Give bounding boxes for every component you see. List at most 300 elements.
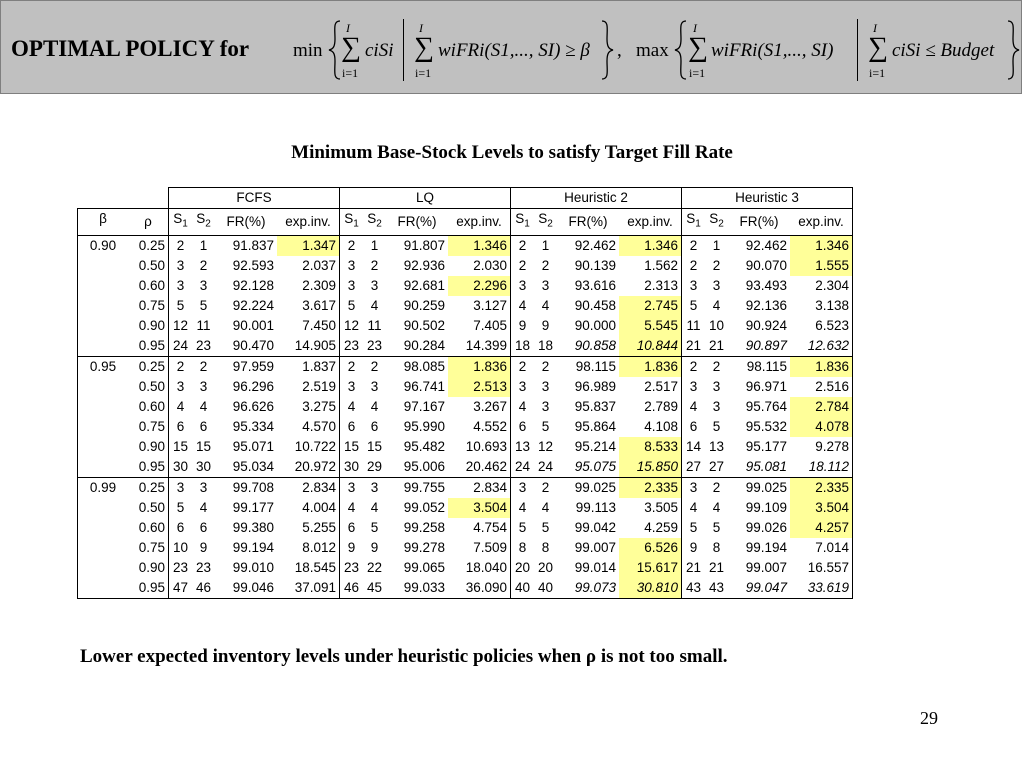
- cell-exp-inv: 8.012: [277, 538, 340, 558]
- table-row: [78, 336, 853, 357]
- cell-beta: [78, 457, 129, 478]
- cell-s2: 23: [195, 559, 212, 575]
- cell-exp-inv: 2.296: [448, 276, 511, 296]
- cell-rho: 0.25: [128, 235, 169, 256]
- cell-fr: 92.593: [232, 257, 274, 273]
- table-row: [78, 296, 853, 316]
- cell-fr: 93.493: [745, 277, 787, 293]
- cell-s1: 3: [340, 276, 364, 296]
- cell-fr: 99.109: [745, 499, 787, 515]
- cell-s2: 22: [366, 559, 383, 575]
- cell-exp-inv: 20.972: [277, 457, 340, 478]
- cell-s2: 2: [370, 257, 379, 273]
- cell-s1: 3: [169, 256, 193, 276]
- cell-rho: 0.50: [128, 498, 169, 518]
- results-table: [77, 187, 853, 599]
- sum-sigma-3: ∑: [688, 32, 708, 63]
- cell-s2: 9: [199, 539, 208, 555]
- cell-exp-inv: 4.257: [790, 518, 853, 538]
- cell-rho: 0.25: [128, 356, 169, 377]
- cell-s1: 4: [169, 397, 193, 417]
- table-row: [78, 377, 853, 397]
- cell-fr: 92.462: [745, 237, 787, 253]
- cell-s1: 9: [682, 538, 706, 558]
- cell-fr: 95.075: [557, 457, 619, 478]
- cell-exp-inv: 2.519: [277, 377, 340, 397]
- sum-lower-1: i=1: [342, 66, 359, 80]
- table-row: [78, 457, 853, 478]
- cell-fr: 92.681: [403, 277, 445, 293]
- objective-max: wiFRi(S1,..., SI): [711, 40, 834, 61]
- cell-s1: 24: [511, 457, 535, 478]
- cell-exp-inv: 4.259: [619, 518, 682, 538]
- cell-exp-inv: 3.267: [448, 397, 511, 417]
- cell-fr: 98.115: [575, 358, 616, 374]
- cell-fr: 91.807: [403, 237, 445, 253]
- cell-s2: 18: [534, 336, 557, 357]
- cell-s1: 3: [511, 477, 535, 498]
- cell-s1: 24: [169, 336, 193, 357]
- cell-exp-inv: 1.347: [277, 235, 340, 256]
- cell-s1: 6: [169, 518, 193, 538]
- group-header-fcfs: FCFS: [169, 188, 340, 209]
- cell-fr: 97.167: [403, 398, 445, 414]
- cell-fr: 99.042: [574, 519, 616, 535]
- cell-fr: 99.113: [575, 499, 616, 515]
- cell-s1: 18: [511, 336, 535, 357]
- cell-s2: 4: [370, 499, 379, 515]
- column-header-exp-inv-heuristic-2: exp.inv.: [619, 209, 682, 236]
- cell-exp-inv: 3.504: [448, 498, 511, 518]
- cell-s1: 46: [340, 578, 364, 599]
- constraint-budget: ciSi ≤ Budget: [892, 40, 995, 61]
- cell-exp-inv: 18.040: [448, 558, 511, 578]
- cell-s2: 15: [366, 438, 383, 454]
- cell-s1: 2: [511, 256, 535, 276]
- cell-exp-inv: 6.523: [790, 316, 853, 336]
- cell-s1: 2: [682, 256, 706, 276]
- table-row: [78, 417, 853, 437]
- cell-s1: 4: [340, 397, 364, 417]
- cell-s1: 2: [169, 235, 193, 256]
- table-row: [78, 518, 853, 538]
- column-header-s1-heuristic-2: $S_1$: [511, 209, 535, 236]
- column-header-s1-heuristic-3: $S_1$: [682, 209, 706, 236]
- column-header-exp-inv-lq: exp.inv.: [448, 209, 511, 236]
- cell-fr: 99.007: [745, 559, 787, 575]
- cell-s2: 12: [537, 438, 554, 454]
- cell-exp-inv: 18.545: [277, 558, 340, 578]
- cell-exp-inv: 2.513: [448, 377, 511, 397]
- cell-exp-inv: 2.309: [277, 276, 340, 296]
- table-row: [78, 437, 853, 457]
- cell-s2: 5: [712, 418, 721, 434]
- cell-fr: 99.065: [403, 559, 445, 575]
- cell-fr: 99.194: [745, 539, 787, 555]
- cell-rho: 0.95: [128, 336, 169, 357]
- cell-s1: 5: [682, 296, 706, 316]
- cell-fr: 99.380: [232, 519, 274, 535]
- constraint-fill-rate: wiFRi(S1,..., SI) ≥ β: [438, 40, 590, 61]
- cell-exp-inv: 30.810: [619, 578, 682, 599]
- cell-fr: 99.755: [403, 479, 445, 495]
- cell-exp-inv: 2.335: [790, 477, 853, 498]
- cell-fr: 99.258: [403, 519, 445, 535]
- cell-s2: 40: [534, 578, 557, 599]
- cell-s2: 5: [712, 519, 721, 535]
- cell-exp-inv: 2.745: [619, 296, 682, 316]
- cell-s1: 27: [682, 457, 706, 478]
- cell-exp-inv: 36.090: [448, 578, 511, 599]
- cell-s2: 15: [195, 438, 212, 454]
- cell-fr: 95.034: [215, 457, 277, 478]
- cell-exp-inv: 1.562: [619, 256, 682, 276]
- cell-s2: 4: [712, 297, 721, 313]
- cell-s1: 3: [682, 477, 706, 498]
- cell-fr: 99.026: [745, 519, 787, 535]
- cell-s1: 2: [340, 356, 364, 377]
- column-header-beta: β: [78, 209, 129, 236]
- group-header-lq: LQ: [340, 188, 511, 209]
- cell-s2: 3: [199, 277, 208, 293]
- cell-s2: 3: [712, 378, 721, 394]
- cell-s2: 3: [370, 277, 379, 293]
- cell-exp-inv: 7.509: [448, 538, 511, 558]
- cell-s1: 6: [511, 417, 535, 437]
- cell-exp-inv: 2.834: [448, 477, 511, 498]
- cell-s1: 5: [340, 296, 364, 316]
- sum-sigma-2: ∑: [414, 32, 434, 63]
- cell-s2: 4: [541, 297, 550, 313]
- cell-fr: 95.532: [745, 418, 787, 434]
- cell-fr: 92.128: [232, 277, 274, 293]
- cell-s1: 3: [169, 276, 193, 296]
- cell-rho: 0.50: [128, 377, 169, 397]
- sum-upper-2: I: [419, 21, 423, 35]
- cell-exp-inv: 2.335: [619, 477, 682, 498]
- cell-exp-inv: 3.504: [790, 498, 853, 518]
- cell-fr: 90.470: [215, 336, 277, 357]
- cell-s2: 1: [199, 237, 208, 253]
- cell-exp-inv: 1.837: [277, 356, 340, 377]
- cell-s1: 3: [682, 276, 706, 296]
- cell-s1: 5: [169, 498, 193, 518]
- formula-comma: ,: [617, 40, 622, 61]
- cell-exp-inv: 1.346: [790, 235, 853, 256]
- cell-exp-inv: 4.552: [448, 417, 511, 437]
- table-row: [78, 578, 853, 599]
- footer-note: Lower expected inventory levels under heuristic policies when ρ is not too small.: [80, 646, 728, 667]
- cell-s2: 2: [199, 257, 208, 273]
- cell-s2: 1: [370, 237, 379, 253]
- cell-beta: [78, 256, 129, 276]
- cell-exp-inv: 37.091: [277, 578, 340, 599]
- cell-fr: 95.990: [403, 418, 445, 434]
- cell-s1: 9: [511, 316, 535, 336]
- cell-beta: [78, 316, 129, 336]
- cell-fr: 90.502: [403, 317, 445, 333]
- cell-s1: 3: [169, 377, 193, 397]
- cell-fr: 99.047: [728, 578, 790, 599]
- sum-sigma-1: ∑: [341, 32, 361, 63]
- cell-s2: 23: [363, 336, 386, 357]
- cell-s2: 43: [705, 578, 728, 599]
- cell-rho: 0.90: [128, 558, 169, 578]
- cell-s1: 3: [340, 477, 364, 498]
- cell-exp-inv: 20.462: [448, 457, 511, 478]
- cell-s1: 6: [340, 518, 364, 538]
- table-row: [78, 276, 853, 296]
- cell-exp-inv: 2.784: [790, 397, 853, 417]
- cell-fr: 99.708: [232, 479, 274, 495]
- cell-s1: 9: [340, 538, 364, 558]
- cell-s1: 3: [340, 377, 364, 397]
- cell-s2: 1: [541, 237, 550, 253]
- sum-lower-4: i=1: [869, 66, 886, 80]
- cell-s2: 8: [541, 539, 550, 555]
- cell-s2: 3: [370, 378, 379, 394]
- cell-fr: 90.000: [574, 317, 616, 333]
- cell-fr: 90.139: [574, 257, 616, 273]
- cell-s2: 4: [541, 499, 550, 515]
- cell-s1: 2: [682, 356, 706, 377]
- cell-fr: 93.616: [574, 277, 616, 293]
- cell-s1: 15: [169, 437, 193, 457]
- cell-s2: 30: [192, 457, 215, 478]
- table-row: [78, 356, 853, 377]
- column-header-fr-fcfs: FR(%): [215, 209, 277, 236]
- cell-rho: 0.50: [128, 256, 169, 276]
- cell-fr: 99.278: [403, 539, 445, 555]
- cell-rho: 0.95: [128, 578, 169, 599]
- column-header-s2-fcfs: $S_2$: [192, 209, 215, 236]
- cell-beta: [78, 558, 129, 578]
- column-header-s1-fcfs: $S_1$: [169, 209, 193, 236]
- table-row: [78, 316, 853, 336]
- cell-exp-inv: 1.836: [790, 356, 853, 377]
- cell-exp-inv: 10.844: [619, 336, 682, 357]
- cell-s2: 8: [712, 539, 721, 555]
- cell-fr: 92.936: [403, 257, 445, 273]
- cell-exp-inv: 1.346: [448, 235, 511, 256]
- cell-s2: 3: [712, 398, 721, 414]
- cell-exp-inv: 2.789: [619, 397, 682, 417]
- cell-s1: 12: [340, 316, 364, 336]
- cell-fr: 95.334: [232, 418, 274, 434]
- cell-s2: 2: [712, 479, 721, 495]
- cell-fr: 90.458: [574, 297, 616, 313]
- cell-exp-inv: 2.313: [619, 276, 682, 296]
- cell-exp-inv: 1.555: [790, 256, 853, 276]
- cell-s2: 6: [199, 519, 208, 535]
- cell-s2: 9: [370, 539, 379, 555]
- cell-exp-inv: 7.450: [277, 316, 340, 336]
- cell-rho: 0.90: [128, 316, 169, 336]
- cell-s2: 29: [363, 457, 386, 478]
- column-header-fr-lq: FR(%): [386, 209, 448, 236]
- table-title: Minimum Base-Stock Levels to satisfy Target Fill Rate: [291, 142, 733, 163]
- cell-rho: 0.25: [128, 477, 169, 498]
- cell-s1: 4: [682, 397, 706, 417]
- cell-s1: 43: [682, 578, 706, 599]
- cell-s1: 8: [511, 538, 535, 558]
- page-number: 29: [920, 708, 938, 728]
- cell-fr: 95.837: [574, 398, 616, 414]
- slide-title: OPTIMAL POLICY for: [11, 36, 250, 61]
- cell-s2: 24: [534, 457, 557, 478]
- cell-s1: 5: [169, 296, 193, 316]
- cell-s1: 3: [169, 477, 193, 498]
- cell-s1: 21: [682, 336, 706, 357]
- right-brace-icon: [599, 19, 615, 81]
- cell-s2: 4: [370, 398, 379, 414]
- cell-s2: 2: [541, 479, 550, 495]
- cell-beta: [78, 518, 129, 538]
- cell-s1: 23: [169, 558, 193, 578]
- sum-sigma-4: ∑: [868, 32, 888, 63]
- cell-fr: 95.482: [403, 438, 445, 454]
- cell-exp-inv: 4.754: [448, 518, 511, 538]
- cell-s1: 11: [682, 316, 706, 336]
- cell-s1: 2: [511, 235, 535, 256]
- cell-exp-inv: 4.078: [790, 417, 853, 437]
- cell-s2: 2: [199, 358, 208, 374]
- cell-exp-inv: 2.834: [277, 477, 340, 498]
- cell-fr: 98.085: [403, 358, 445, 374]
- cell-fr: 91.837: [232, 237, 274, 253]
- cell-s2: 3: [541, 398, 550, 414]
- sum-upper-1: I: [346, 21, 350, 35]
- column-header-s2-heuristic-2: $S_2$: [534, 209, 557, 236]
- column-header-fr-heuristic-3: FR(%): [728, 209, 790, 236]
- cell-exp-inv: 10.722: [277, 437, 340, 457]
- cell-s2: 20: [537, 559, 554, 575]
- cell-rho: 0.60: [128, 397, 169, 417]
- cell-s2: 6: [199, 418, 208, 434]
- cell-s2: 5: [541, 418, 550, 434]
- objective-min: ciSi: [365, 40, 394, 61]
- cell-exp-inv: 15.850: [619, 457, 682, 478]
- cell-s1: 30: [169, 457, 193, 478]
- cell-s2: 5: [199, 297, 208, 313]
- cell-s2: 4: [199, 398, 208, 414]
- cell-exp-inv: 3.275: [277, 397, 340, 417]
- cell-fr: 99.025: [745, 479, 787, 495]
- cell-beta: 0.95: [78, 356, 129, 377]
- cell-s2: 11: [196, 317, 211, 333]
- cell-exp-inv: 16.557: [790, 558, 853, 578]
- column-header-s2-lq: $S_2$: [363, 209, 386, 236]
- cell-s2: 46: [192, 578, 215, 599]
- table-row: [78, 538, 853, 558]
- optimization-formula: [291, 11, 1021, 87]
- column-header-row: [78, 209, 853, 236]
- cell-s2: 2: [370, 358, 379, 374]
- divider-bar-2: [857, 19, 858, 81]
- cell-exp-inv: 14.905: [277, 336, 340, 357]
- table-row: [78, 235, 853, 256]
- cell-beta: 0.99: [78, 477, 129, 498]
- cell-exp-inv: 4.108: [619, 417, 682, 437]
- cell-s2: 3: [370, 479, 379, 495]
- cell-fr: 95.006: [386, 457, 448, 478]
- cell-exp-inv: 6.526: [619, 538, 682, 558]
- cell-rho: 0.90: [128, 437, 169, 457]
- cell-exp-inv: 7.405: [448, 316, 511, 336]
- cell-s1: 6: [169, 417, 193, 437]
- cell-s1: 2: [169, 356, 193, 377]
- cell-s1: 2: [682, 235, 706, 256]
- formula-max: max: [636, 40, 669, 61]
- cell-exp-inv: 1.346: [619, 235, 682, 256]
- cell-s2: 23: [192, 336, 215, 357]
- cell-fr: 99.007: [574, 539, 616, 555]
- cell-fr: 90.858: [557, 336, 619, 357]
- cell-s1: 12: [169, 316, 193, 336]
- column-header-s2-heuristic-3: $S_2$: [705, 209, 728, 236]
- table-body: [78, 235, 853, 598]
- cell-exp-inv: 10.693: [448, 437, 511, 457]
- cell-fr: 90.070: [745, 257, 787, 273]
- right-brace-icon: [1005, 19, 1021, 81]
- cell-s2: 45: [363, 578, 386, 599]
- cell-exp-inv: 7.014: [790, 538, 853, 558]
- cell-exp-inv: 1.836: [619, 356, 682, 377]
- cell-beta: [78, 538, 129, 558]
- cell-s1: 47: [169, 578, 193, 599]
- column-header-fr-heuristic-2: FR(%): [557, 209, 619, 236]
- cell-fr: 96.741: [403, 378, 445, 394]
- cell-fr: 99.194: [232, 539, 274, 555]
- cell-fr: 95.214: [574, 438, 616, 454]
- cell-exp-inv: 15.617: [619, 558, 682, 578]
- cell-s1: 30: [340, 457, 364, 478]
- table-row: [78, 498, 853, 518]
- cell-fr: 95.177: [745, 438, 787, 454]
- cell-fr: 95.864: [574, 418, 616, 434]
- cell-beta: [78, 417, 129, 437]
- cell-s1: 23: [340, 336, 364, 357]
- cell-s2: 5: [370, 519, 379, 535]
- cell-exp-inv: 2.037: [277, 256, 340, 276]
- cell-s2: 3: [712, 277, 721, 293]
- column-header-exp-inv-fcfs: exp.inv.: [277, 209, 340, 236]
- cell-fr: 96.971: [745, 378, 787, 394]
- cell-exp-inv: 18.112: [790, 457, 853, 478]
- cell-exp-inv: 2.516: [790, 377, 853, 397]
- formula-min: min: [293, 40, 323, 61]
- cell-rho: 0.95: [128, 457, 169, 478]
- cell-fr: 99.052: [403, 499, 445, 515]
- cell-s2: 2: [541, 257, 550, 273]
- cell-s1: 15: [340, 437, 364, 457]
- cell-exp-inv: 33.619: [790, 578, 853, 599]
- cell-s2: 27: [705, 457, 728, 478]
- cell-fr: 90.259: [403, 297, 445, 313]
- cell-s1: 21: [682, 558, 706, 578]
- cell-exp-inv: 12.632: [790, 336, 853, 357]
- table-row: [78, 477, 853, 498]
- cell-exp-inv: 3.505: [619, 498, 682, 518]
- cell-fr: 95.081: [728, 457, 790, 478]
- cell-s2: 3: [541, 378, 550, 394]
- cell-fr: 96.296: [232, 378, 274, 394]
- cell-s2: 4: [199, 499, 208, 515]
- cell-s1: 4: [511, 498, 535, 518]
- cell-s2: 1: [712, 237, 721, 253]
- header-blank: [78, 188, 169, 209]
- cell-s2: 2: [541, 358, 550, 374]
